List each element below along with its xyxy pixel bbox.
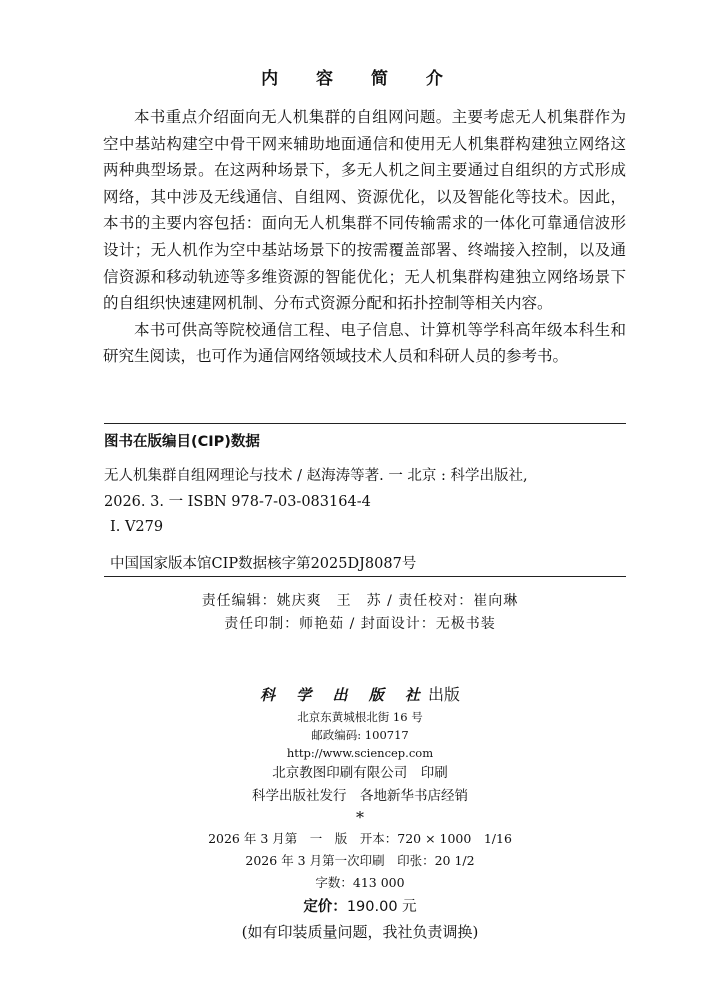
publication-imprint: [0, 684, 720, 944]
cip-line-4: 中国国家版本馆CIP数据核字第2025DJ8087号: [110, 556, 417, 572]
price-line: [0, 894, 720, 920]
cip-bottom-rule: [104, 576, 626, 577]
credits-line-2: 责任印制：师艳茹 / 封面设计：无极书装: [224, 616, 496, 632]
summary-paragraph-2: 本书可供高等院校通信工程、电子信息、计算机等学科高年级本科生和研究生阅读，也可作为通信网络领域技术人员和科研人员的参考书。: [103, 320, 626, 366]
editorial-credits: [0, 590, 720, 636]
publisher-website: http://www.sciencep.com: [286, 746, 434, 760]
publisher-suffix: 出版: [427, 685, 460, 704]
cip-top-rule: [104, 423, 626, 424]
edition-line: 2026 年 3 月第 一 版 开本：720 × 1000 1/16: [208, 831, 512, 846]
cip-line-3: Ⅰ. V279: [110, 519, 164, 535]
cip-line-1: 无人机集群自组网理论与技术 / 赵海涛等著. 一 北京 : 科学出版社,: [104, 468, 528, 484]
publisher-line: [0, 684, 720, 706]
cip-block: [104, 430, 626, 572]
printing-line: 2026 年 3 月第一次印刷 印张：20 1/2: [245, 853, 475, 868]
summary-title: 内 容 简 介: [261, 69, 459, 89]
credits-line-1: 责任编辑：姚庆爽 王 苏 / 责任校对：崔向琳: [201, 593, 519, 609]
price-label: 定价：: [303, 899, 347, 915]
quality-note: (如有印装质量问题，我社负责调换): [241, 923, 479, 941]
publisher-address: 北京东黄城根北街 16 号: [297, 710, 423, 724]
separator-asterisk: *: [356, 808, 364, 827]
publisher-logo: 科 学 出 版 社: [260, 686, 428, 704]
cip-heading: 图书在版编目(CIP)数据: [104, 434, 260, 450]
distributor-line: 科学出版社发行 各地新华书店经销: [252, 788, 468, 804]
cip-line-2: 2026. 3. 一 ISBN 978-7-03-083164-4: [104, 494, 371, 510]
summary-body: [103, 104, 626, 370]
word-count-line: 字数：413 000: [315, 875, 405, 890]
summary-paragraph-1: 本书重点介绍面向无人机集群的自组网问题。主要考虑无人机集群作为空中基站构建空中骨干网来辅助地面通信和使用无人机集群构建独立网络这两种典型场景。在这两种场景下，多无人机之间主要通过自组织的方式形成网络，其中涉及无线通信、自组网、资源优化，以及智能化等技术。因此，本书的主要内容包括：面向无人机集群不同传输需求的一体化可靠通信波形设计；无人机作为空中基站场景下的按需覆盖部署、终端接入控制，以及通信资源和移动轨迹等多维资源的智能优化；无人机集群构建独立网络场景下的自组织快速建网机制、分布式资源分配和拓扑控制等相关内容。: [103, 108, 626, 313]
publisher-postcode: 邮政编码: 100717: [311, 728, 409, 742]
price-value: 190.00 元: [346, 899, 417, 915]
printer-line: 北京教图印刷有限公司 印刷: [272, 765, 448, 781]
